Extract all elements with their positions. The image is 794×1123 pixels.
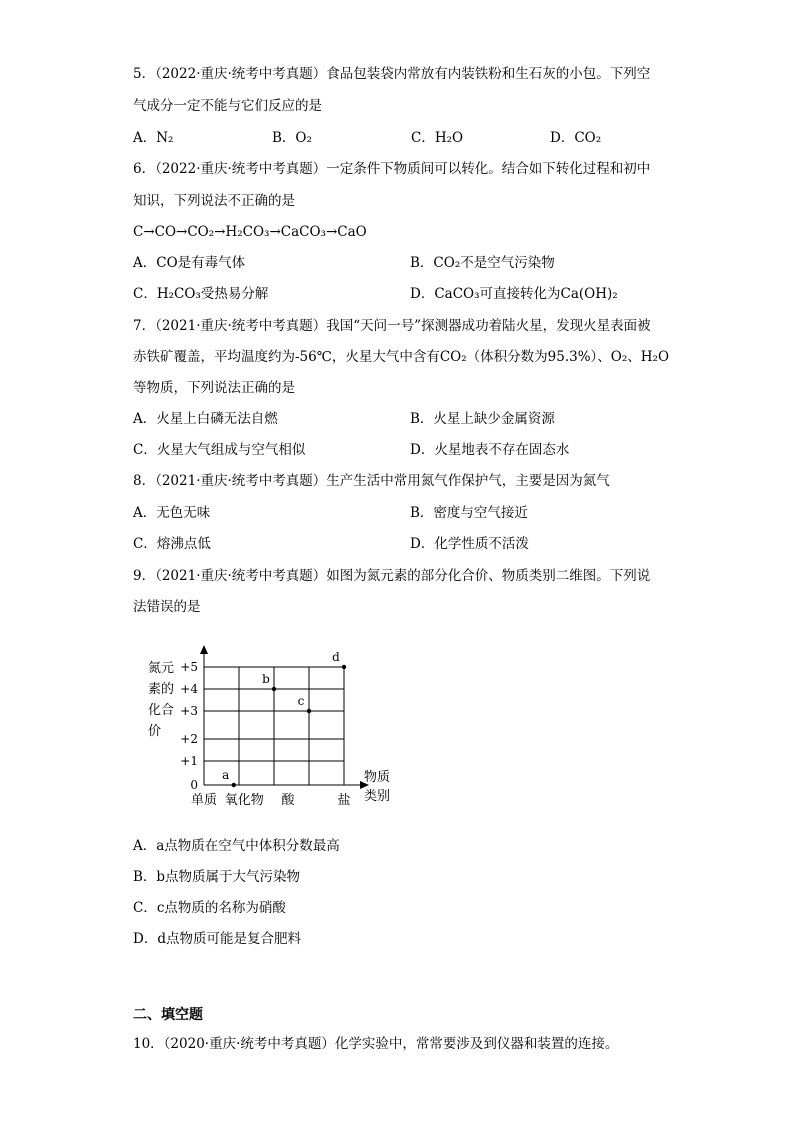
- x-axis-title-line: 类别: [364, 789, 391, 804]
- q5-stem-line2: 气成分一定不能与它们反应的是: [133, 98, 322, 114]
- data-point-b: [272, 687, 276, 691]
- q8-option-d: D．化学性质不活泼: [410, 536, 529, 552]
- q6-option-b: B．CO₂不是空气污染物: [410, 255, 555, 271]
- data-point-c: [307, 709, 311, 713]
- y-tick-label: +4: [180, 682, 198, 696]
- q5-option-d: D．CO₂: [550, 130, 602, 146]
- data-point-label-b: b: [262, 672, 270, 686]
- q5-stem-line1: 5．（2022·重庆·统考中考真题）食品包装袋内常放有内装铁粉和生石灰的小包。下列空: [133, 66, 651, 82]
- q8-option-b: B．密度与空气接近: [410, 505, 528, 521]
- q7-stem-line1: 7．（2021·重庆·统考中考真题）我国“天问一号”探测器成功着陆火星，发现火星表面被: [133, 318, 651, 334]
- q8-option-a: A．无色无味: [133, 505, 211, 521]
- q5-option-c: C．H₂O: [411, 130, 464, 146]
- y-axis-title-line: 氮元: [148, 661, 175, 676]
- q10-stem-line1: 10．（2020·重庆·统考中考真题）化学实验中，常常要涉及到仪器和装置的连接。: [133, 1036, 619, 1052]
- q7-option-a: A．火星上白磷无法自燃: [133, 411, 278, 427]
- q6-option-a: A．CO是有毒气体: [133, 255, 246, 271]
- y-axis-title-line: 化合: [148, 703, 175, 718]
- y-tick-label: +1: [180, 754, 198, 768]
- q9-stem-line2: 法错误的是: [133, 599, 201, 615]
- q7-option-b: B．火星上缺少金属资源: [410, 411, 555, 427]
- q6-stem-line2: 知识，下列说法不正确的是: [133, 193, 295, 209]
- q7-option-d: D．火星地表不存在固态水: [410, 442, 570, 458]
- q8-option-c: C．熔沸点低: [133, 536, 211, 552]
- q6-option-c: C．H₂CO₃受热易分解: [133, 286, 269, 302]
- q9-stem-line1: 9．（2021·重庆·统考中考真题）如图为氮元素的部分化合价、物质类别二维图。下列说: [133, 568, 651, 584]
- q6-option-d: D．CaCO₃可直接转化为Ca(OH)₂: [410, 286, 618, 302]
- q7-stem-line2: 赤铁矿覆盖，平均温度约为-56℃，火星大气中含有CO₂（体积分数为95.3%）、O₂、H₂O: [133, 349, 670, 365]
- q6-conversion-chain: C→CO→CO₂→H₂CO₃→CaCO₃→CaO: [133, 224, 367, 240]
- q7-stem-line3: 等物质，下列说法正确的是: [133, 380, 295, 396]
- q9-option-b: B．b点物质属于大气污染物: [133, 869, 301, 885]
- q6-stem-line1: 6．（2022·重庆·统考中考真题）一定条件下物质间可以转化。结合如下转化过程和初中: [133, 161, 651, 177]
- x-category-label: 盐: [337, 793, 351, 808]
- q5-option-a: A．N₂: [133, 130, 174, 146]
- y-axis-arrow: [200, 645, 208, 654]
- x-category-label: 单质: [190, 793, 218, 808]
- y-tick-label: +3: [180, 704, 198, 718]
- x-category-label: 氧化物: [224, 793, 264, 808]
- q9-option-a: A．a点物质在空气中体积分数最高: [133, 838, 340, 854]
- y-tick-label: 0: [190, 778, 198, 792]
- q8-stem-line1: 8．（2021·重庆·统考中考真题）生产生活中常用氮气作保护气，主要是因为氮气: [133, 473, 610, 489]
- q5-option-b: B．O₂: [272, 130, 312, 146]
- data-point-d: [342, 665, 346, 669]
- section-title-fill-in: 二、填空题: [133, 1007, 203, 1023]
- data-point-label-c: c: [297, 694, 305, 708]
- data-point-a: [232, 783, 236, 787]
- y-axis-title-line: 素的: [148, 682, 175, 697]
- nitrogen-valence-chart: [140, 640, 410, 810]
- data-point-label-d: d: [332, 650, 340, 664]
- q9-option-d: D．d点物质可能是复合肥料: [133, 931, 301, 947]
- q7-option-c: C．火星大气组成与空气相似: [133, 442, 306, 458]
- x-axis-title-line: 物质: [364, 770, 391, 785]
- x-category-label: 酸: [281, 793, 295, 808]
- y-axis-title-line: 价: [148, 724, 162, 739]
- data-point-label-a: a: [222, 768, 230, 782]
- y-tick-label: +2: [180, 732, 198, 746]
- q9-option-c: C．c点物质的名称为硝酸: [133, 900, 286, 916]
- y-tick-label: +5: [180, 660, 198, 674]
